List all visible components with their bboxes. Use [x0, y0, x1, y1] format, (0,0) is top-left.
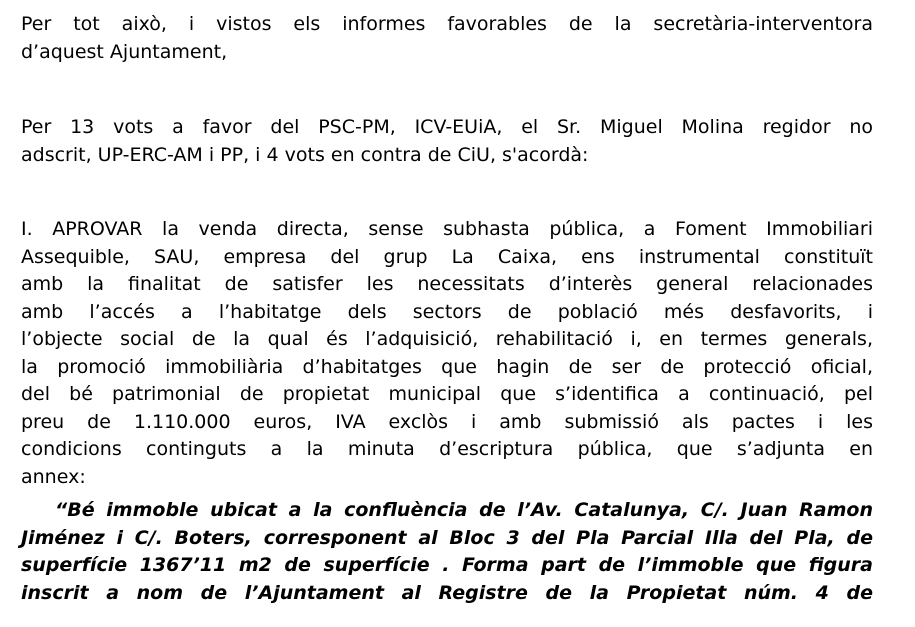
- paragraph-resolution-approve: [21, 216, 873, 491]
- paragraph-considerations: [21, 11, 873, 66]
- text-line: d’aquest Ajuntament,: [21, 40, 228, 63]
- text-line: Jiménez i C/. Boters, corresponent al Bloc 3 del Pla Parcial Illa del Pla, de: [21, 526, 873, 549]
- text-line: l’objecte social de la qual és l’adquisició, rehabilitació i, en termes generals,: [21, 328, 873, 350]
- text-line: amb l’accés a l’habitatge dels sectors de població més desfavorits, i: [21, 300, 873, 323]
- paragraph-vote-result: [21, 114, 873, 169]
- text-line: superfície 1367’11 m2 de superfície . Forma part de l’immoble que figura: [21, 554, 873, 576]
- text-line: la promoció immobiliària d’habitatges que hagin de ser de protecció oficial,: [21, 355, 873, 378]
- text-line: condicions continguts a la minuta d’escriptura pública, que s’adjunta en: [21, 438, 873, 460]
- paragraph-property-description: [21, 497, 873, 607]
- text-line: I. APROVAR la venda directa, sense subhasta pública, a Foment Immobiliari: [21, 218, 873, 240]
- text-line: adscrit, UP-ERC-AM i PP, i 4 vots en contra de CiU, s'acordà:: [21, 143, 589, 166]
- text-line: Per 13 vots a favor del PSC-PM, ICV-EUiA, el Sr. Miguel Molina regidor no: [21, 116, 873, 138]
- text-line: Per tot això, i vistos els informes favorables de la secretària-interventora: [21, 13, 873, 35]
- text-line: inscrit a nom de l’Ajuntament al Registre de la Propietat núm. 4 de: [21, 581, 873, 604]
- text-line: preu de 1.110.000 euros, IVA exclòs i amb submissió als pactes i les: [21, 410, 873, 433]
- text-line: Assequible, SAU, empresa del grup La Caixa, ens instrumental constituït: [21, 245, 873, 268]
- text-line: annex:: [21, 465, 86, 488]
- text-line: “Bé immoble ubicat a la confluència de l’Av. Catalunya, C/. Juan Ramon: [55, 499, 873, 521]
- text-line: del bé patrimonial de propietat municipal que s’identifica a continuació, pel: [21, 383, 873, 405]
- text-line: amb la finalitat de satisfer les necessitats d’interès general relacionades: [21, 273, 873, 295]
